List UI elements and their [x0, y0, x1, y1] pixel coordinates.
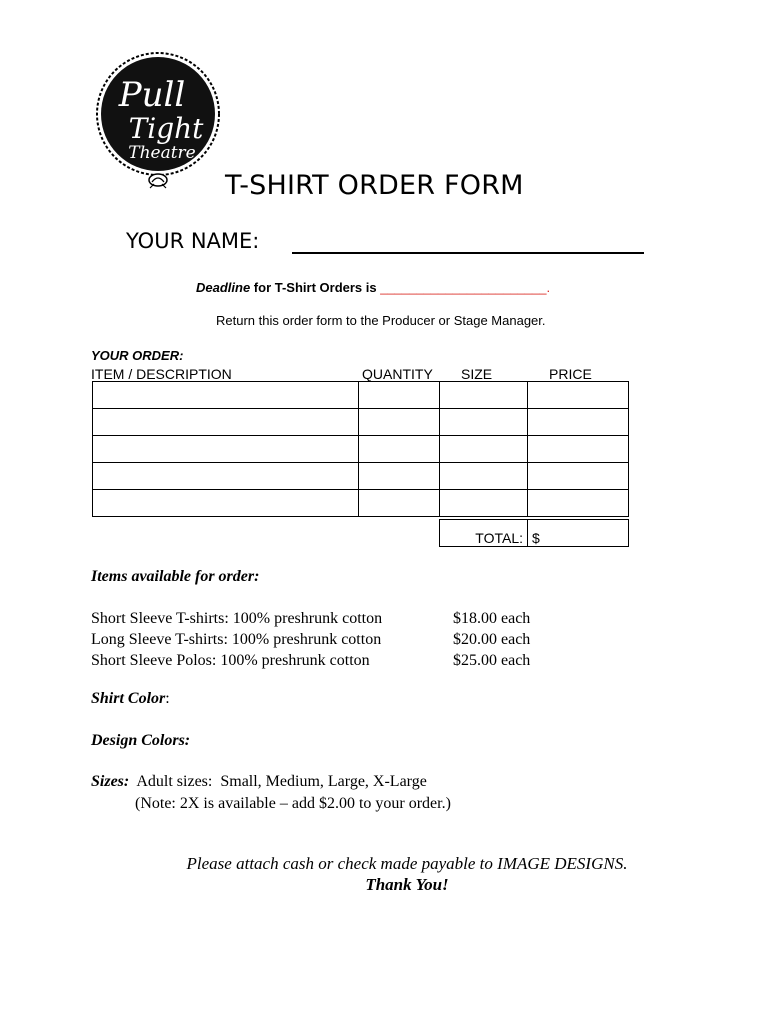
size-cell[interactable]: [440, 463, 528, 490]
your-name-field[interactable]: [292, 252, 644, 254]
table-row: [93, 490, 629, 517]
your-order-heading: YOUR ORDER:: [91, 348, 184, 363]
deadline-line: [196, 280, 550, 295]
item-cell[interactable]: [93, 490, 359, 517]
your-name-label: YOUR NAME:: [126, 229, 260, 253]
column-header-price: PRICE: [549, 366, 592, 382]
item-cell[interactable]: [93, 436, 359, 463]
shirt-color-label: Shirt Color: [91, 690, 166, 707]
table-row: [93, 463, 629, 490]
deadline-word: Deadline: [196, 280, 251, 295]
pull-tight-theatre-logo: [92, 52, 224, 194]
quantity-cell[interactable]: [359, 382, 440, 409]
size-cell[interactable]: [440, 436, 528, 463]
item-price-short-sleeve: $18.00 each: [453, 610, 531, 627]
items-heading: Items available for order:: [91, 568, 260, 585]
deadline-blank[interactable]: _______________________.: [380, 280, 551, 295]
column-header-quantity: QUANTITY: [362, 366, 433, 382]
shirt-color-suffix: :: [165, 690, 170, 707]
design-colors-label: Design Colors:: [91, 732, 191, 749]
quantity-cell[interactable]: [359, 463, 440, 490]
sizes-note: (Note: 2X is available – add $2.00 to your order.): [135, 795, 451, 812]
svg-text:Theatre: Theatre: [128, 143, 196, 163]
table-row: [93, 409, 629, 436]
item-price-long-sleeve: $20.00 each: [453, 631, 531, 648]
quantity-cell[interactable]: [359, 409, 440, 436]
svg-text:Pull: Pull: [118, 75, 186, 115]
svg-text:Tight: Tight: [128, 112, 204, 145]
column-header-size: SIZE: [461, 366, 493, 382]
return-instructions: Return this order form to the Producer or Stage Manager.: [216, 313, 546, 328]
price-cell[interactable]: [528, 490, 629, 517]
total-label: TOTAL:: [440, 520, 528, 547]
quantity-cell[interactable]: [359, 490, 440, 517]
size-cell[interactable]: [440, 409, 528, 436]
item-cell[interactable]: [93, 382, 359, 409]
price-cell[interactable]: [528, 463, 629, 490]
sizes-line: [91, 773, 427, 791]
payment-instructions: Please attach cash or check made payable to IMAGE DESIGNS.: [186, 854, 628, 873]
table-row: [93, 382, 629, 409]
item-name-long-sleeve: Long Sleeve T-shirts: 100% preshrunk cotton: [91, 631, 382, 648]
footer: [0, 854, 770, 895]
order-table: [92, 381, 629, 517]
sizes-label: Sizes:: [91, 773, 130, 790]
item-name-polo: Short Sleeve Polos: 100% preshrunk cotton: [91, 652, 370, 669]
item-cell[interactable]: [93, 409, 359, 436]
shirt-color-line: [91, 690, 170, 708]
deadline-text: for T-Shirt Orders is: [250, 280, 381, 295]
table-row: [93, 436, 629, 463]
price-cell[interactable]: [528, 382, 629, 409]
form-title: T-SHIRT ORDER FORM: [225, 170, 524, 201]
size-cell[interactable]: [440, 490, 528, 517]
column-header-item: ITEM / DESCRIPTION: [91, 366, 232, 382]
thank-you: Thank You!: [365, 875, 449, 894]
quantity-cell[interactable]: [359, 436, 440, 463]
price-cell[interactable]: [528, 436, 629, 463]
item-name-short-sleeve: Short Sleeve T-shirts: 100% preshrunk cotton: [91, 610, 383, 627]
item-cell[interactable]: [93, 463, 359, 490]
total-row: [439, 519, 629, 547]
item-price-polo: $25.00 each: [453, 652, 531, 669]
price-cell[interactable]: [528, 409, 629, 436]
total-value-field[interactable]: $: [528, 520, 629, 547]
size-cell[interactable]: [440, 382, 528, 409]
sizes-text: Adult sizes: Small, Medium, Large, X-Large: [129, 773, 427, 790]
